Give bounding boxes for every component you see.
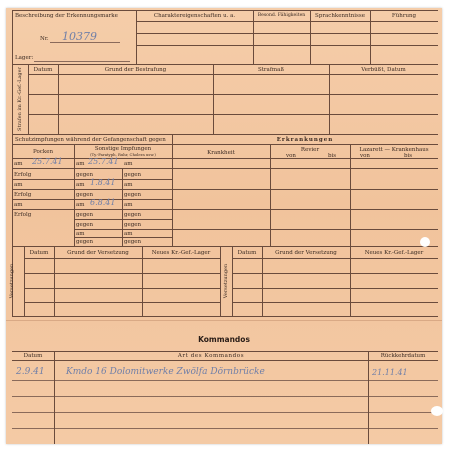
sonstige-sub: (Ty.-Paratyph, Ruhr, Cholera usw.) xyxy=(90,152,156,157)
vers-datum: Datum xyxy=(29,250,49,256)
rule xyxy=(12,168,438,169)
rule xyxy=(74,237,172,238)
rule xyxy=(24,302,220,303)
rule xyxy=(12,144,438,145)
strafen-strafmass: Strafmaß xyxy=(257,67,285,73)
rule xyxy=(12,380,438,381)
impf-gegen-4: gegen xyxy=(76,222,94,228)
rule xyxy=(220,246,221,316)
rule xyxy=(232,302,438,303)
nr-label: Nr. xyxy=(40,36,49,42)
laz-bis: bis xyxy=(404,153,413,159)
rule xyxy=(350,246,351,316)
vers-grund-2: Grund der Versetzung xyxy=(275,250,337,256)
pocken-am: am xyxy=(14,161,23,167)
impf-gegen-3: gegen xyxy=(76,212,94,218)
laz-von: von xyxy=(360,153,370,159)
kommandos-art-header: Art des Kommandos xyxy=(177,353,245,359)
impf-gegen-5b: gegen xyxy=(124,239,142,245)
rule xyxy=(136,45,438,46)
impfungen-title: Schutzimpfungen während der Gefangenschaft gegen xyxy=(15,137,166,143)
rule xyxy=(368,351,369,444)
vers-neues: Neues Kr.-Gef.-Lager xyxy=(151,250,211,256)
pocken-erfolg-3: Erfolg xyxy=(14,212,32,218)
rule xyxy=(262,246,263,316)
impf-am-2: am xyxy=(76,182,85,188)
rule xyxy=(12,64,438,65)
lager-label: Lager: xyxy=(15,55,34,61)
impf-gegen-4b: gegen xyxy=(124,222,142,228)
revier-header: Revier xyxy=(300,147,320,153)
kommando-row1-art: Kmdo 16 Dolomitwerke Zwölfa Dörnbrücke xyxy=(66,367,265,377)
lager-underline xyxy=(34,61,130,62)
impf-am-1b: am xyxy=(124,161,133,167)
rule xyxy=(12,246,438,247)
rule xyxy=(270,144,271,246)
versetzungen-side-label: Versetzungen xyxy=(9,263,15,299)
rule xyxy=(54,246,55,316)
punch-hole xyxy=(420,237,430,247)
rule xyxy=(54,351,55,444)
impf-am-5: am xyxy=(76,231,85,237)
revier-bis: bis xyxy=(328,153,337,159)
strafen-datum: Datum xyxy=(33,67,53,73)
rule xyxy=(12,209,438,210)
rule xyxy=(12,189,438,190)
lazarett-header: Lazarett — Krankenhaus xyxy=(359,147,429,153)
kommando-row1-datum: 2.9.41 xyxy=(16,367,45,377)
pocken-am-3: am xyxy=(14,202,23,208)
rule xyxy=(232,273,438,274)
rule xyxy=(136,21,438,22)
kommandos-datum-header: Datum xyxy=(23,353,43,359)
impf-gegen-5: gegen xyxy=(76,239,94,245)
pocken-date: 25.7.41 xyxy=(32,157,63,166)
rule xyxy=(28,74,438,75)
nr-value: 10379 xyxy=(62,30,97,43)
pocken-erfolg: Erfolg xyxy=(14,172,32,178)
rule xyxy=(74,229,438,230)
impf-gegen-2: gegen xyxy=(76,192,94,198)
impf-gegen-3b: gegen xyxy=(124,212,142,218)
charakter-label: Charaktereigenschaften u. a. xyxy=(153,13,236,19)
rule xyxy=(24,273,220,274)
rule xyxy=(136,33,438,34)
rule xyxy=(12,64,13,134)
rule xyxy=(24,258,220,259)
impf-date-1: 25.7.41 xyxy=(88,157,119,166)
rule xyxy=(12,428,438,429)
fold-line xyxy=(6,320,442,321)
pocken-erfolg-2: Erfolg xyxy=(14,192,32,198)
rule xyxy=(232,246,233,316)
erkrankungen-title: Erkrankungen xyxy=(276,137,334,143)
rule xyxy=(12,158,438,159)
rule xyxy=(24,246,25,316)
impf-am-5b: am xyxy=(124,231,133,237)
rule xyxy=(12,316,438,317)
sprachkenntnisse-label: Sprachkenntnisse xyxy=(315,13,365,19)
erkennungsmarke-label: Beschreibung der Erkennungsmarke xyxy=(15,13,118,19)
krankheit-header: Krankheit xyxy=(207,150,235,156)
punch-hole xyxy=(431,406,443,416)
strafen-side-label: Strafen im Kr.-Gef.-Lager xyxy=(17,67,23,131)
pocken-header: Pocken xyxy=(33,149,53,155)
fuehrung-label: Führung xyxy=(391,13,417,19)
rule xyxy=(232,258,438,259)
rule xyxy=(74,219,172,220)
impf-am-3: am xyxy=(76,202,85,208)
impf-am-2b: am xyxy=(124,182,133,188)
vers-grund: Grund der Versetzung xyxy=(67,250,129,256)
impf-gegen-2b: gegen xyxy=(124,192,142,198)
rule xyxy=(28,94,438,95)
rule xyxy=(12,360,438,361)
faehigkeiten-label: Besond. Fähigkeiten xyxy=(257,13,306,18)
rule xyxy=(142,246,143,316)
rule xyxy=(28,114,438,115)
rule xyxy=(12,10,438,11)
rule xyxy=(12,10,13,64)
rule xyxy=(232,288,438,289)
kommandos-title: Kommandos xyxy=(198,335,250,344)
vers-datum-2: Datum xyxy=(237,250,257,256)
impf-am-3b: am xyxy=(124,202,133,208)
rule xyxy=(350,144,351,246)
rule xyxy=(74,144,75,246)
sonstige-header: Sonstige Impfungen xyxy=(94,146,152,152)
kommandos-rueckkehr-header: Rückkehrdatum xyxy=(380,353,426,359)
strafen-verbuesst: Verbüßt, Datum xyxy=(361,67,406,73)
pocken-am-2: am xyxy=(14,182,23,188)
vers-neues-2: Neues Kr.-Gef.-Lager xyxy=(364,250,424,256)
rule xyxy=(12,351,438,352)
kommando-row1-rueckkehr: 21.11.41 xyxy=(372,368,408,377)
impf-am-1: am xyxy=(76,161,85,167)
rule xyxy=(12,396,438,397)
rule xyxy=(12,412,438,413)
impf-date-2: 1.8.41 xyxy=(90,178,116,187)
impf-date-3: 6.8.41 xyxy=(90,198,116,207)
impf-gegen-1: gegen xyxy=(76,172,94,178)
impf-gegen-1b: gegen xyxy=(124,172,142,178)
rule xyxy=(24,288,220,289)
revier-von: von xyxy=(286,153,296,159)
prisoner-record-card xyxy=(6,8,442,444)
rule xyxy=(12,134,438,135)
versetzungen-side-label-2: Versetzungen xyxy=(223,263,229,299)
strafen-grund: Grund der Bestrafung xyxy=(104,67,167,73)
